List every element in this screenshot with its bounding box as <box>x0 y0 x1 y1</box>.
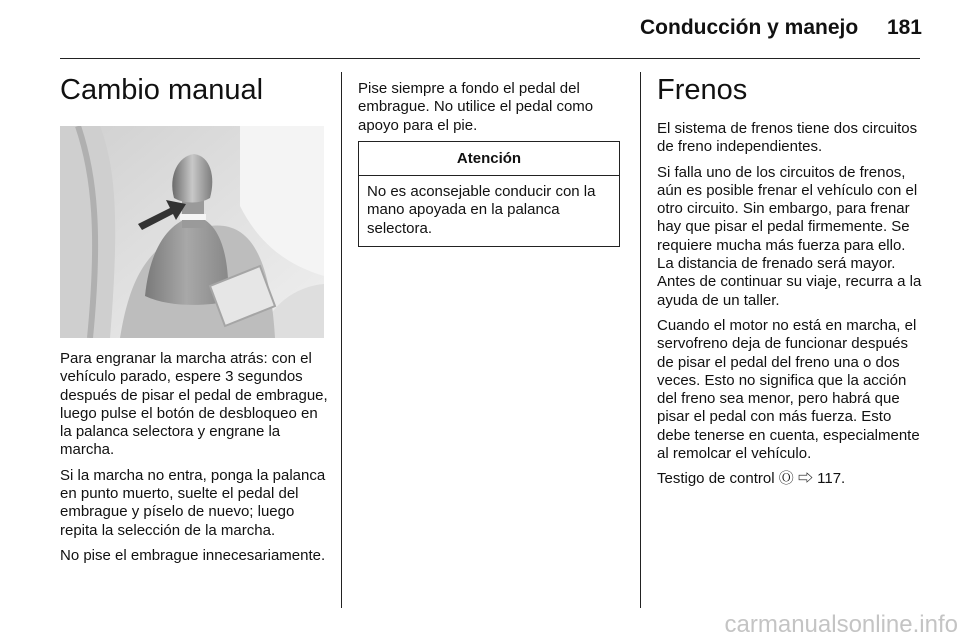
page-reference-link[interactable]: 117. <box>817 470 846 488</box>
column-divider-right <box>640 72 641 608</box>
watermark: carmanualsonline.info <box>724 611 958 638</box>
brake-warning-icon: Ⓞ <box>778 470 794 488</box>
left-column-heading-wrap <box>60 74 330 106</box>
paragraph-clutch-note: No pise el embrague innecesariamente. <box>60 546 326 564</box>
gear-shift-lever-icon <box>60 126 324 338</box>
paragraph-brake-circuits: El sistema de frenos tiene dos circuitos de freno independientes. <box>657 120 918 156</box>
paragraph-control-light <box>657 470 925 488</box>
attention-body: No es aconsejable conducir con la mano apoyada en la palanca selectora. <box>367 183 596 237</box>
paragraph-neutral: Si la marcha no entra, ponga la palanca en punto muerto, suelte el pedal del embrague y píselo de nuevo; luego repita la selección de la marcha. <box>60 466 326 539</box>
section-heading-frenos: Frenos <box>657 74 748 106</box>
attention-title: Atención <box>359 142 619 176</box>
gear-shift-figure <box>60 126 324 338</box>
paragraph-reverse-gear: Para engranar la marcha atrás: con el vehículo parado, espere 3 segundos después de pisar el pedal de embrague, luego pulse el botón de desbloqueo en la palanca selectora y engrane la marcha. <box>60 350 328 459</box>
attention-box <box>358 141 620 247</box>
paragraph-servo-brake: Cuando el motor no está en marcha, el servofreno deja de funcionar después de pisar el pedal del freno una o dos veces. Esto no significa que la acción del freno sea menor, pero habrá que pisar el pedal con más fuerza. Esto debe tenerse en cuenta, especialmente al remolcar el vehículo. <box>657 316 920 463</box>
column-divider-left <box>341 72 342 608</box>
right-column <box>657 74 925 496</box>
paragraph-clutch-pedal: Pise siempre a fondo el pedal del embrague. No utilice el pedal como apoyo para el pie. <box>358 80 594 134</box>
middle-column-body <box>358 80 626 142</box>
left-column-body <box>60 350 328 572</box>
header-rule <box>60 58 920 59</box>
page-reference-arrow-icon: ⇨ <box>797 470 813 488</box>
page-header-title: Conducción y manejo <box>640 16 859 39</box>
paragraph-circuit-failure: Si falla uno de los circuitos de frenos, aún es posible frenar el vehículo con el otro circuito. Sin embargo, para frenar hay que pisar el pedal firmemente. Se requiere mucha más fuerza para ello. La distancia de frenado será mayor. Antes de continuar su viaje, recurra a la ayuda de un taller. <box>657 163 922 309</box>
page-number: 181 <box>886 16 922 39</box>
control-light-label: Testigo de control <box>657 470 775 488</box>
section-heading-cambio-manual: Cambio manual <box>60 74 264 106</box>
